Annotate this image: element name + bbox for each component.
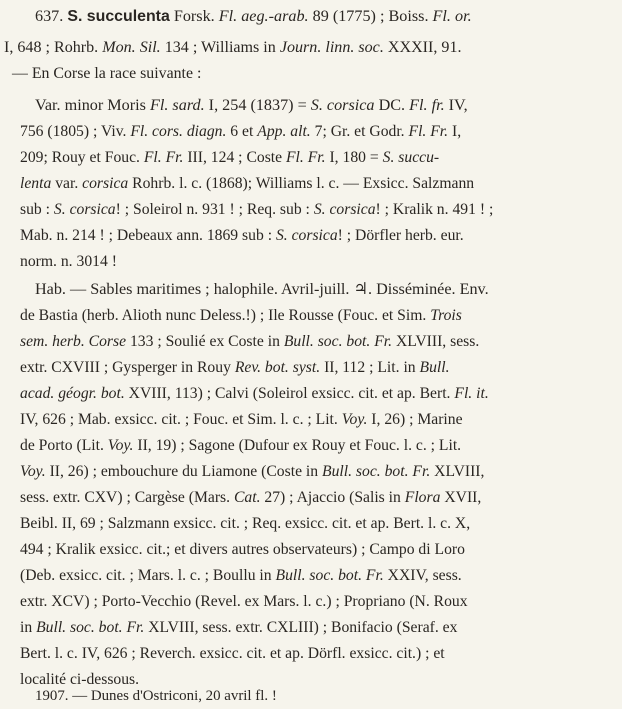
citation-text: Rohrb. l. c. (1868); Williams l. c. — Exsicc. Salzmann [132, 173, 475, 192]
variety-line-3 [20, 144, 618, 170]
habitat-line-10: Beibl. II, 69 ; Salzmann exsicc. cit. ; Req. exsicc. cit. et ap. Bert. l. c. X, [20, 513, 471, 532]
citation-text: ! ; Dörfler herb. eur. [337, 225, 464, 244]
habitat-line-9 [20, 484, 618, 510]
reference-title: Bull. soc. bot. Fr. [322, 461, 431, 480]
species-header-line-2 [4, 34, 618, 60]
citation-text: 209; Rouy et Fouc. [20, 147, 140, 166]
citation-text: III, 124 ; Coste [187, 147, 283, 166]
citation-text: I, 26) ; Marine [371, 409, 463, 428]
citation-text: XVIII, 113) ; Calvi (Soleirol exsicc. cit. et ap. Bert. [128, 383, 451, 402]
citation-text: de Bastia (herb. Alioth nunc Deless.!) ; Ile Rousse (Fouc. et Sim. [20, 305, 427, 324]
reference-title: Trois [430, 305, 462, 324]
synonym-name: S. corsica [313, 199, 376, 218]
habitat-line-2 [20, 302, 618, 328]
synonym-name: S. succu- [382, 147, 440, 166]
observation-line: 1907. — Dunes d'Ostriconi, 20 avril fl. ! [35, 688, 277, 704]
citation-text: XLVIII, [434, 461, 485, 480]
reference-title: Journ. linn. soc. [279, 37, 384, 56]
reference-title: Fl. Fr. [408, 121, 449, 140]
variety-line-6 [20, 222, 618, 248]
reference-title: Fl. or. [432, 6, 472, 25]
citation-text: DC. [378, 95, 406, 114]
synonym-name: S. corsica [53, 199, 116, 218]
citation-text: 6 et [230, 121, 254, 140]
habitat-line-4 [20, 354, 618, 380]
citation-text: sub : [20, 199, 51, 218]
habitat-line-3 [20, 328, 618, 354]
variety-line-5 [20, 196, 618, 222]
variety-line-4 [20, 170, 618, 196]
citation-text: I, 254 (1837) = [208, 95, 307, 114]
reference-title: Cat. [233, 487, 261, 506]
species-number: 637. [35, 6, 64, 25]
citation-text: (Deb. exsicc. cit. ; Mars. l. c. ; Boullu in [20, 565, 272, 584]
habitat-line-7 [20, 432, 618, 458]
reference-title: Fl. fr. [409, 95, 445, 114]
reference-title: Fl. cors. diagn. [130, 121, 227, 140]
citation-text: 134 ; Williams in [164, 37, 276, 56]
citation-text: ! ; Kralik n. 491 ! ; [375, 199, 494, 218]
reference-title: Voy. [107, 435, 134, 454]
reference-title: Bull. soc. bot. Fr. [275, 565, 384, 584]
citation-text: in [20, 617, 33, 636]
citation-text: II, 112 ; Lit. in [324, 357, 416, 376]
citation-text: XVII, [444, 487, 482, 506]
reference-title: Bull. soc. bot. Fr. [36, 617, 145, 636]
citation-text: sess. extr. CXV) ; Cargèse (Mars. [20, 487, 231, 506]
variety-name: Var. minor [35, 95, 104, 114]
habitat-line-16: localité ci-dessous. [20, 669, 140, 688]
reference-title: Mon. Sil. [102, 37, 161, 56]
citation-text: XLVIII, sess. [395, 331, 480, 350]
citation-text: IV, [448, 95, 468, 114]
variety-author: Moris [107, 95, 146, 114]
variety-line-1 [35, 92, 618, 118]
reference-title: Flora [404, 487, 441, 506]
citation-text: XLVIII, sess. extr. CXLIII) ; Bonifacio (Seraf. ex [148, 617, 458, 636]
citation-text: II, 26) ; embouchure du Liamone (Coste in [49, 461, 319, 480]
reference-title: Voy. [20, 461, 46, 480]
citation-text: var. [55, 173, 79, 192]
reference-title: Fl. it. [454, 383, 489, 402]
reference-title: sem. herb. Corse [20, 331, 127, 350]
citation-text: IV, 626 ; Mab. exsicc. cit. ; Fouc. et Sim. l. c. ; Lit. [20, 409, 338, 428]
reference-title: Fl. Fr. [143, 147, 184, 166]
citation-text: de Porto (Lit. [20, 435, 104, 454]
species-author: Forsk. [173, 6, 215, 25]
habitat-line-15: Bert. l. c. IV, 626 ; Reverch. exsicc. cit. et ap. Dörfl. exsicc. cit.) ; et [20, 643, 445, 662]
citation-text: I, [451, 121, 462, 140]
reference-title: Rev. bot. syst. [234, 357, 321, 376]
citation-text: XXIV, sess. [387, 565, 462, 584]
habitat-line-6 [20, 406, 618, 432]
variety-name: corsica [82, 173, 129, 192]
reference-title: Bull. soc. bot. Fr. [283, 331, 393, 350]
habitat-line-11: 494 ; Kralik exsicc. cit.; et divers autres observateurs) ; Campo di Loro [20, 539, 465, 558]
reference-title: Fl. aeg.-arab. [218, 6, 309, 25]
citation-text: Mab. n. 214 ! ; Debeaux ann. 1869 sub : [20, 225, 273, 244]
reference-title: acad. géogr. bot. [20, 383, 125, 402]
citation-text: extr. CXVIII ; Gysperger in Rouy [20, 357, 231, 376]
habitat-line-1: Hab. — Sables maritimes ; halophile. Avril-juill. ♃. Disséminée. Env. [35, 279, 489, 298]
reference-title: Bull. [419, 357, 450, 376]
species-header-line-3: — En Corse la race suivante : [12, 63, 202, 82]
habitat-line-12 [20, 562, 618, 588]
habitat-line-14 [20, 614, 618, 640]
citation-text: II, 19) ; Sagone (Dufour ex Rouy et Fouc. l. c. ; Lit. [137, 435, 462, 454]
reference-title: Voy. [341, 409, 368, 428]
synonym-name: S. corsica [310, 95, 375, 114]
habitat-line-5 [20, 380, 618, 406]
habitat-line-13: extr. XCV) ; Porto-Vecchio (Revel. ex Mars. l. c.) ; Propriano (N. Roux [20, 591, 468, 610]
citation-text: XXXII, 91. [387, 37, 462, 56]
citation-text: I, 648 ; Rohrb. [4, 37, 99, 56]
reference-title: Fl. Fr. [286, 147, 326, 166]
citation-text: 7; Gr. et Godr. [314, 121, 405, 140]
citation-text: 89 (1775) ; Boiss. [312, 6, 429, 25]
citation-text: 756 (1805) ; Viv. [20, 121, 127, 140]
synonym-name: S. corsica [275, 225, 338, 244]
species-header-line-1 [35, 3, 618, 30]
variety-line-2 [20, 118, 618, 144]
species-name: S. succulenta [67, 8, 170, 25]
variety-line-7: norm. n. 3014 ! [20, 251, 117, 270]
citation-text: ! ; Soleirol n. 931 ! ; Req. sub : [115, 199, 310, 218]
reference-title: Fl. sard. [149, 95, 205, 114]
reference-title: App. alt. [257, 121, 311, 140]
citation-text: I, 180 = [329, 147, 379, 166]
habitat-line-8 [20, 458, 618, 484]
citation-text: 133 ; Soulié ex Coste in [129, 331, 280, 350]
synonym-name: lenta [20, 173, 52, 192]
citation-text: 27) ; Ajaccio (Salis in [264, 487, 401, 506]
